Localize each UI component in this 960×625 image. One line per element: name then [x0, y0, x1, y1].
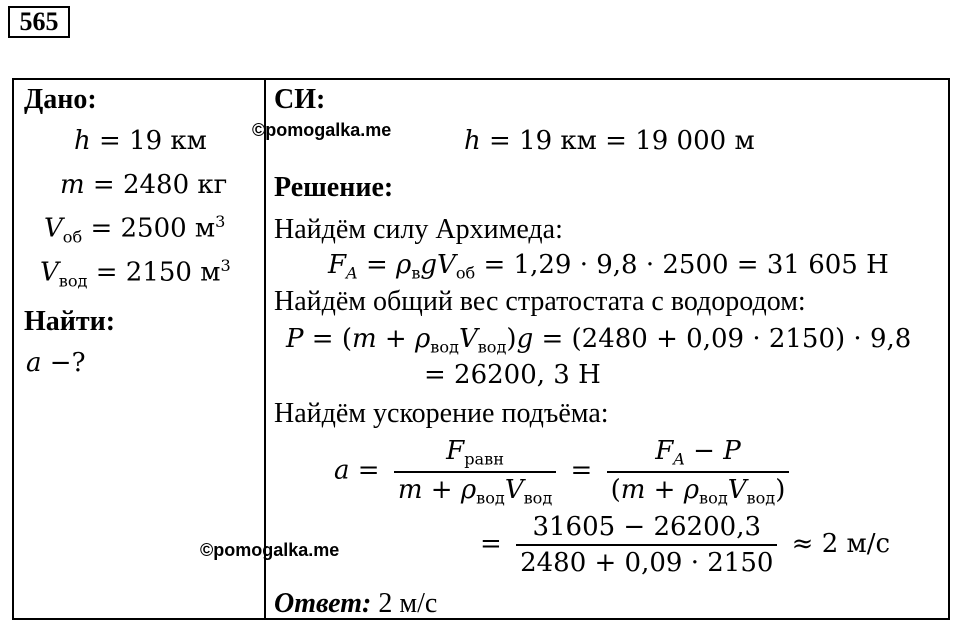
watermark-top: ©pomogalka.me [252, 120, 392, 140]
watermark-bottom: ©pomogalka.me [200, 540, 340, 560]
weight-result: = 26200, 3 Н [424, 360, 601, 390]
acceleration-calculation: = $\frac{31605 - 26200,3}{2480 + 0,09 \cdot 2150}$ ≈ 2 м/с [480, 512, 891, 578]
problem-number: 565 [8, 6, 70, 38]
step-weight: Найдём общий вес стратостата с водородом: [274, 286, 806, 317]
given-heading: Дано: [24, 84, 97, 115]
given-mass: m = 2480 кг [60, 170, 228, 200]
answer-line [274, 588, 437, 620]
column-divider [264, 80, 266, 618]
fraction-3: $\frac{31605 - 26200,3}{2480 + 0,09 \cdot 2150}$ [516, 512, 777, 578]
archimedes-formula: $F_A = \rho_вgV_{об} = 1,29 \cdot 9,8 \cdot 2500 = 31$ 605 Н [328, 250, 889, 283]
step-acceleration: Найдём ускорение подъёма: [274, 398, 609, 429]
fraction-1: $\frac{F_{равн}}{m + \rho_{вод}V_{вод}}$ [394, 436, 556, 507]
answer-label: Ответ: [274, 588, 372, 619]
find-heading: Найти: [24, 306, 116, 337]
solution-heading: Решение: [274, 172, 394, 203]
si-conversion: h = 19 км = 19 000 м [464, 126, 755, 156]
given-height: h = 19 км [74, 126, 207, 156]
step-archimedes: Найдём силу Архимеда: [274, 214, 563, 245]
find-unknown: a −? [26, 348, 86, 378]
fraction-2: $\frac{F_A - P}{(m + \rho_{вод}V_{вод})}$ [607, 436, 790, 507]
weight-formula: $P = (m + \rho_{вод}V_{вод})g = (2480 + 0,09 \cdot 2150) \cdot 9,8$ [286, 324, 912, 357]
given-volume-hydrogen: $V_{вод} = 2150$ $м^3$ [40, 256, 231, 291]
acceleration-formula: a = $\frac{F_{равн}}{m + \rho_{вод}V_{вод}}$ = $\frac{F_A - P}{(m + \rho_{вод}V_{вод})}$ [334, 436, 795, 507]
si-heading: СИ: [274, 84, 326, 115]
given-volume-shell: $V_{об} = 2500$ $м^3$ [44, 212, 226, 247]
solution-table [12, 78, 950, 620]
answer-value: 2 м/с [378, 588, 438, 619]
